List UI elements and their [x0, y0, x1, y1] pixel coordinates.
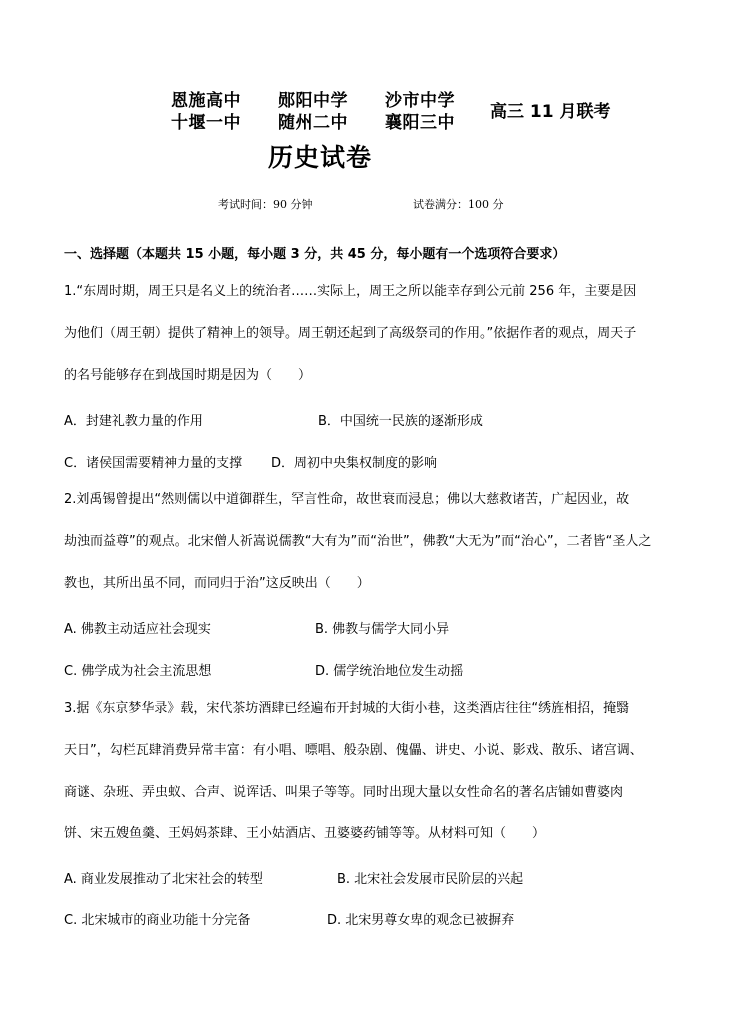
exam-time: 考试时间：90 分钟: [218, 198, 313, 211]
question-text-line: 3.据《东京梦华录》载，宋代茶坊酒肆已经遍布开封城的大街小巷，这类酒店往往“绣旌相招，掩翳: [64, 701, 630, 716]
option-b[interactable]: B. 北宋社会发展市民阶层的兴起: [337, 872, 524, 887]
option-c[interactable]: C. 佛学成为社会主流思想: [64, 664, 212, 679]
school-name: 沙市中学: [385, 91, 455, 111]
option-a[interactable]: A. 商业发展推动了北宋社会的转型: [64, 872, 263, 887]
option-c[interactable]: C. 北宋城市的商业功能十分完备: [64, 913, 251, 928]
question-text-line: 为他们（周王朝）提供了精神上的领导。周王朝还起到了高级祭司的作用。”依据作者的观点，周天子: [64, 326, 637, 341]
section-heading: 一、选择题（本题共 15 小题，每小题 3 分，共 45 分，每小题有一个选项符合要求）: [64, 247, 566, 262]
option-d[interactable]: D. 儒学统治地位发生动摇: [315, 664, 464, 679]
question-text-line: 的名号能够存在到战国时期是因为（ ）: [64, 368, 312, 383]
question-text-line: 2.刘禹锡曾提出“然则儒以中道御群生，罕言性命，故世衰而浸息；佛以大慈救诸苦，广起因业，故: [64, 492, 630, 507]
option-d[interactable]: D．周初中央集权制度的影响: [271, 456, 438, 471]
school-name: 随州二中: [278, 113, 348, 133]
option-c[interactable]: C．诸侯国需要精神力量的支撑: [64, 456, 243, 471]
question-text-line: 1.“东周时期，周王只是名义上的统治者……实际上，周王之所以能幸存到公元前 256 年，主要是因: [64, 284, 637, 299]
school-name: 十堰一中: [171, 113, 241, 133]
full-score: 试卷满分：100 分: [413, 198, 504, 211]
school-name: 郧阳中学: [278, 91, 348, 111]
school-name: 襄阳三中: [385, 113, 455, 133]
option-a[interactable]: A．封建礼教力量的作用: [64, 414, 203, 429]
exam-name: 高三 11 月联考: [490, 102, 611, 122]
option-d[interactable]: D. 北宋男尊女卑的观念已被摒弃: [327, 913, 515, 928]
question-text-line: 天日”，勾栏瓦肆消费异常丰富：有小唱、嘌唱、般杂剧、傀儡、讲史、小说、影戏、散乐、诸宫调、: [64, 743, 643, 758]
school-name: 恩施高中: [171, 91, 241, 111]
page-title: 历史试卷: [268, 143, 373, 172]
question-text-line: 劫浊而益尊”的观点。北宋僧人祈嵩说儒教“大有为”而“治世”，佛教“大无为”而“治心”，二者皆“圣人之: [64, 534, 652, 549]
question-text-line: 商谜、杂班、弄虫蚁、合声、说诨话、叫果子等等。同时出现大量以女性命名的著名店铺如曹婆肉: [64, 785, 624, 800]
option-b[interactable]: B．中国统一民族的逐渐形成: [318, 414, 483, 429]
question-text-line: 教也，其所出虽不同，而同归于治”这反映出（ ）: [64, 576, 370, 591]
option-a[interactable]: A. 佛教主动适应社会现实: [64, 622, 211, 637]
question-text-line: 饼、宋五嫂鱼羹、王妈妈茶肆、王小姑酒店、丑婆婆药铺等等。从材料可知（ ）: [64, 826, 546, 841]
option-b[interactable]: B. 佛教与儒学大同小异: [315, 622, 450, 637]
